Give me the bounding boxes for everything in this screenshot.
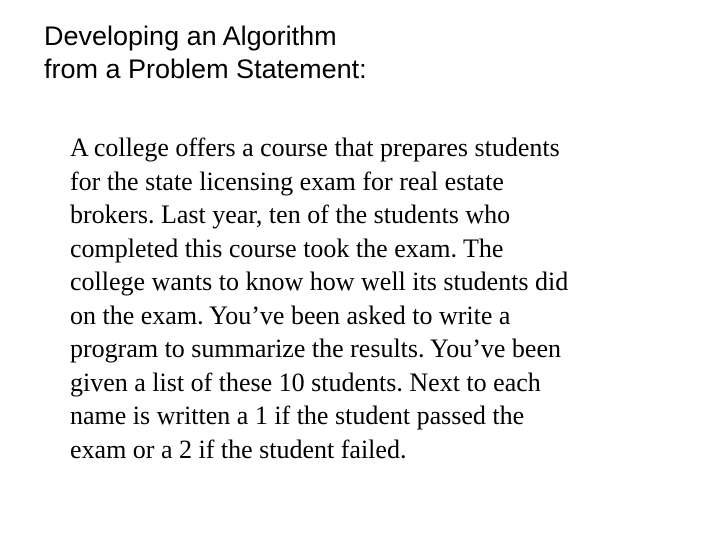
problem-statement-line: A college offers a course that prepares students <box>70 133 560 162</box>
problem-statement-line: name is written a 1 if the student passed the <box>70 401 525 430</box>
slide-title <box>44 20 684 86</box>
problem-statement-line: given a list of these 10 students. Next to each <box>70 367 541 397</box>
problem-statement <box>70 131 690 466</box>
problem-statement-line: exam or a 2 if the student failed. <box>70 434 407 464</box>
problem-statement-line: for the state licensing exam for real estate <box>70 166 504 196</box>
problem-statement-line: on the exam. You’ve been asked to write a <box>70 300 511 330</box>
problem-statement-line: completed this course took the exam. The <box>70 233 504 263</box>
problem-statement-line: college wants to know how well its students did <box>70 267 569 296</box>
slide-title-line: Developing an Algorithm <box>44 21 337 51</box>
problem-statement-line: brokers. Last year, ten of the students who <box>70 200 511 229</box>
problem-statement-line: program to summarize the results. You’ve been <box>70 334 562 363</box>
slide-title-line: from a Problem Statement: <box>44 54 367 84</box>
